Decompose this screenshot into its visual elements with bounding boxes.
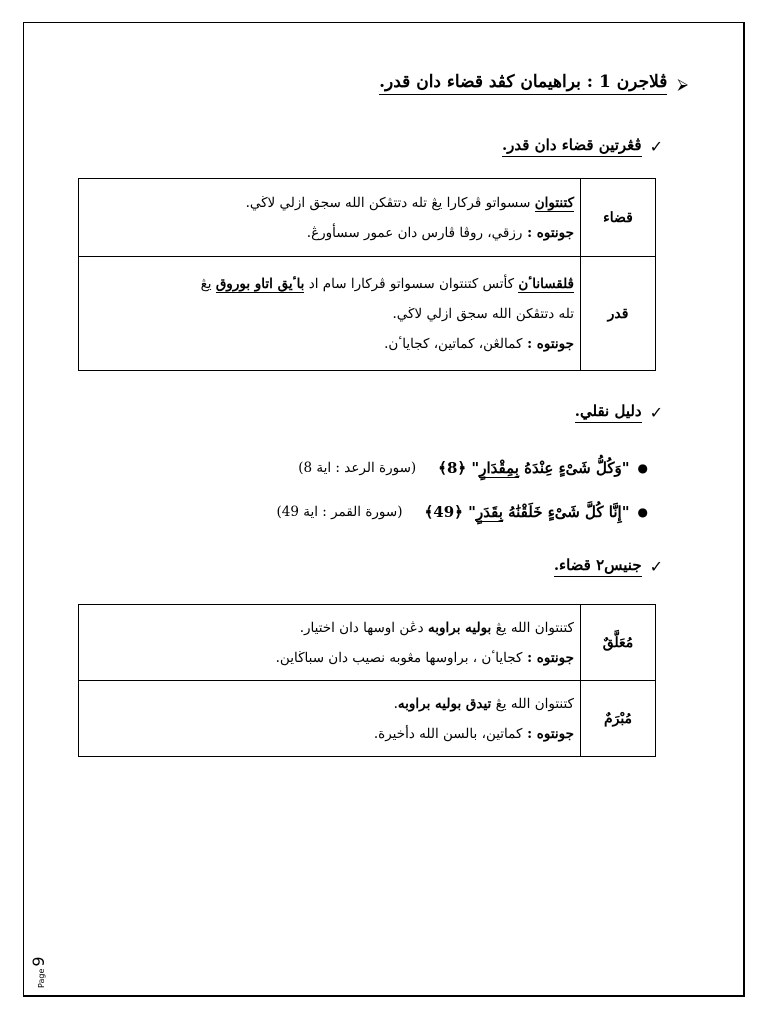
description-text: . xyxy=(393,695,398,712)
term-qada: قضاء xyxy=(581,179,656,257)
example-label: جونتوه : xyxy=(522,725,574,742)
bold-phrase: بوليه براوبه xyxy=(427,619,492,636)
dalil-section-title: دليل نقلي. xyxy=(575,402,642,423)
bullet-icon: ● xyxy=(637,461,648,475)
example-label: جونتوه : xyxy=(522,649,574,666)
definition-section-heading xyxy=(502,136,663,157)
verse-number: " ﴿8﴾ xyxy=(438,459,480,477)
type-description-cell xyxy=(79,681,581,757)
bold-phrase: تيدق بوليه براوبه xyxy=(397,695,492,712)
dalil-section-heading xyxy=(575,402,663,423)
quran-verse xyxy=(438,459,629,477)
verse-part: "وَكُلُّ شَىْءٍ عِنْدَهُ xyxy=(518,459,630,477)
verse-reference: (سورة القمر : اية 49) xyxy=(276,504,403,520)
verse-part: "إِنَّا كُلَّ شَىْءٍ خَلَقْنَٰهُ xyxy=(502,503,630,521)
verse-number: " ﴿49﴾ xyxy=(424,503,476,521)
example-text: رزقي، روڤا ڤارس دان عمور سسأورڠ. xyxy=(306,224,523,241)
table-row xyxy=(79,605,656,681)
definition-text: سسواتو ڤركارا يڠ تله دتتڤكن الله سجق ازلي لاڬي. xyxy=(245,194,535,211)
term-qadar: قدر xyxy=(581,257,656,371)
example-label: جونتوه : xyxy=(522,224,574,241)
description-text: دڠن اوسها دان اختيار. xyxy=(299,619,428,636)
example-text: كمالڠن، كماتين، كجاياٴن. xyxy=(384,335,523,352)
definition-text: يڠ xyxy=(200,275,216,292)
checkmark-icon: ✓ xyxy=(649,557,663,576)
definition-table xyxy=(78,178,656,371)
example-text: كجاياٴن ، براوسها مڠوبه نصيب دان سباڬاين. xyxy=(275,649,523,666)
types-section-heading xyxy=(554,556,663,577)
dalil-list xyxy=(276,446,648,534)
types-section-title: جنيس٢ قضاء. xyxy=(554,556,642,577)
description-text: كتنتوان الله يڠ xyxy=(491,619,574,636)
arrow-bullet-icon: ⮚ xyxy=(677,74,688,93)
verse-key-word: بِقَدَرٍ xyxy=(475,503,503,521)
checkmark-icon: ✓ xyxy=(649,137,663,156)
lesson-title: ڤلاجرن 1 : براهيمان كڤد قضاء دان قدر. xyxy=(379,72,667,95)
verse-key-word: بِمِقْدَارٍ xyxy=(479,459,519,477)
bold-term: ڤلقساناٴن xyxy=(518,275,574,292)
lesson-heading xyxy=(379,72,688,95)
bullet-icon: ● xyxy=(637,505,648,519)
types-table xyxy=(78,604,656,757)
term-muallaq: مُعَلَّقٌ xyxy=(581,605,656,681)
table-row xyxy=(79,179,656,257)
term-mubram: مُبْرَمٌ xyxy=(581,681,656,757)
definition-section-title: ڤڠرتين قضاء دان قدر. xyxy=(502,136,642,157)
list-item xyxy=(276,446,648,490)
list-item xyxy=(276,490,648,534)
page-label: Page xyxy=(37,968,46,988)
bold-phrase: باٴيق اتاو بوروق xyxy=(215,275,305,292)
verse-reference: (سورة الرعد : اية 8) xyxy=(298,460,417,476)
type-description-cell xyxy=(79,605,581,681)
description-text: كتنتوان الله يڠ xyxy=(491,695,574,712)
example-label: جونتوه : xyxy=(522,335,574,352)
checkmark-icon: ✓ xyxy=(649,403,663,422)
definition-cell xyxy=(79,257,581,371)
definition-text-continued: تله دتتڤكن الله سجق ازلي لاڬي. xyxy=(392,305,574,322)
definition-text: كأتس كتنتوان سسواتو ڤركارا سام اد xyxy=(304,275,519,292)
quran-verse xyxy=(424,503,629,521)
definition-cell xyxy=(79,179,581,257)
example-text: كماتين، بالسن الله دأخيرة. xyxy=(373,725,523,742)
table-row xyxy=(79,257,656,371)
page-number-value: 9 xyxy=(29,956,48,967)
table-row xyxy=(79,681,656,757)
bold-term: كتنتوان xyxy=(534,194,574,211)
page-number xyxy=(29,956,48,988)
